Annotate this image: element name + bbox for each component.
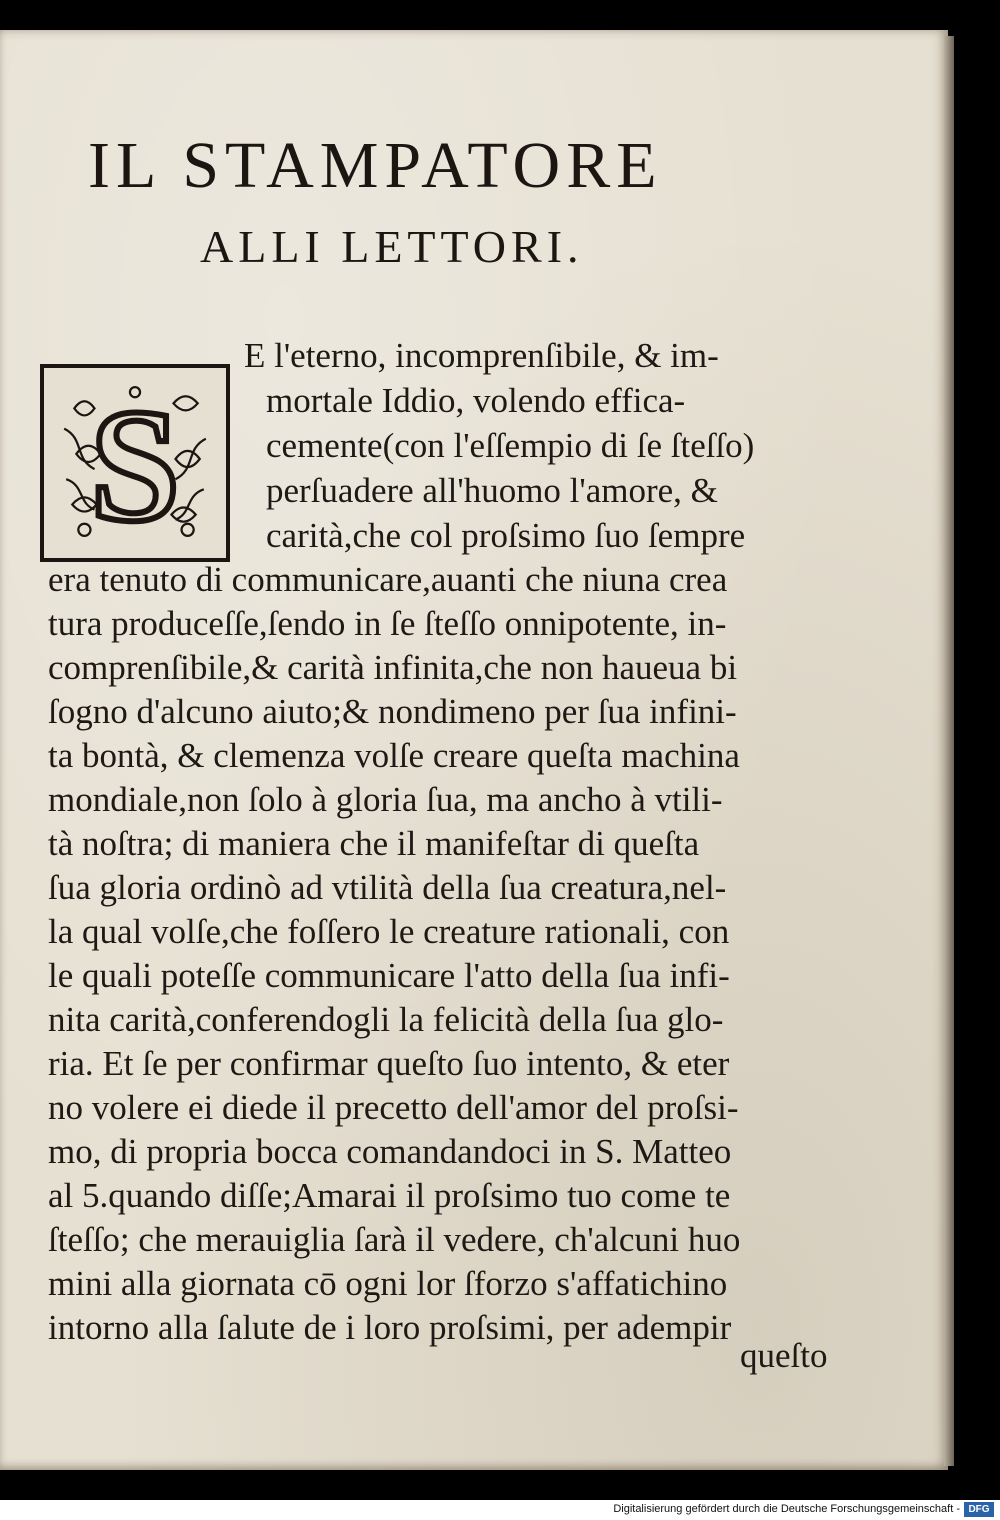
page-title: IL STAMPATORE	[88, 129, 663, 202]
body-line: tura produceſſe,ſendo in ſe ſteſſo onnipotente, in-	[48, 604, 727, 643]
body-line: perſuadere all'huomo l'amore, &	[266, 471, 718, 510]
dfg-logo-icon: DFG	[964, 1502, 994, 1517]
body-line: no volere ei diede il precetto dell'amor del proſsi-	[48, 1088, 739, 1127]
body-line: E l'eterno, incomprenſibile, & im-	[244, 336, 719, 375]
body-line: le quali poteſſe communicare l'atto della ſua infi-	[48, 956, 730, 995]
body-line: mini alla giornata cō ogni lor ſforzo s'affatichino	[48, 1264, 728, 1303]
initial-ornament-icon	[54, 378, 216, 548]
page-edge	[944, 36, 954, 1466]
body-line: intorno alla ſalute de i loro proſsimi, per adempir	[48, 1308, 732, 1347]
body-line: tà noſtra; di maniera che il manifeſtar di queſta	[48, 824, 700, 863]
footer-bar	[0, 1500, 1000, 1520]
body-line: era tenuto di communicare,auanti che niuna crea	[48, 560, 728, 599]
body-line: ria. Et ſe per confirmar queſto ſuo intento, & eter	[48, 1044, 730, 1083]
body-line: ſua gloria ordinò ad vtilità della ſua creatura,nel-	[48, 868, 727, 907]
body-line: mondiale,non ſolo à gloria ſua, ma ancho à vtili-	[48, 780, 723, 819]
book-page	[0, 30, 948, 1470]
body-line: la qual volſe,che foſſero le creature rationali, con	[48, 912, 730, 951]
body-line: ta bontà, & clemenza volſe creare queſta machina	[48, 736, 740, 775]
footer-credit: Digitalisierung gefördert durch die Deutsche Forschungsgemeinschaft -	[613, 1503, 960, 1515]
body-line: al 5.quando diſſe;Amarai il proſsimo tuo come te	[48, 1176, 731, 1215]
decorated-initial	[40, 364, 230, 562]
catchword: queſto	[740, 1336, 828, 1375]
svg-text:S: S	[89, 378, 181, 548]
body-line: comprenſibile,& carità infinita,che non haueua bi	[48, 648, 738, 687]
page-subtitle: ALLI LETTORI.	[200, 221, 584, 272]
body-line: carità,che col proſsimo ſuo ſempre	[266, 516, 746, 555]
body-line: ſteſſo; che merauiglia ſarà il vedere, ch'alcuni huo	[48, 1220, 741, 1259]
scan-background	[0, 1470, 1000, 1500]
body-line: ſogno d'alcuno aiuto;& nondimeno per ſua infini-	[48, 692, 737, 731]
body-line: mo, di propria bocca comandandoci in S. Matteo	[48, 1132, 732, 1171]
body-line: nita carità,conferendogli la felicità della ſua glo-	[48, 1000, 724, 1039]
body-line: cemente(con l'eſſempio di ſe ſteſſo)	[266, 426, 755, 465]
body-line: mortale Iddio, volendo effica-	[266, 381, 686, 420]
